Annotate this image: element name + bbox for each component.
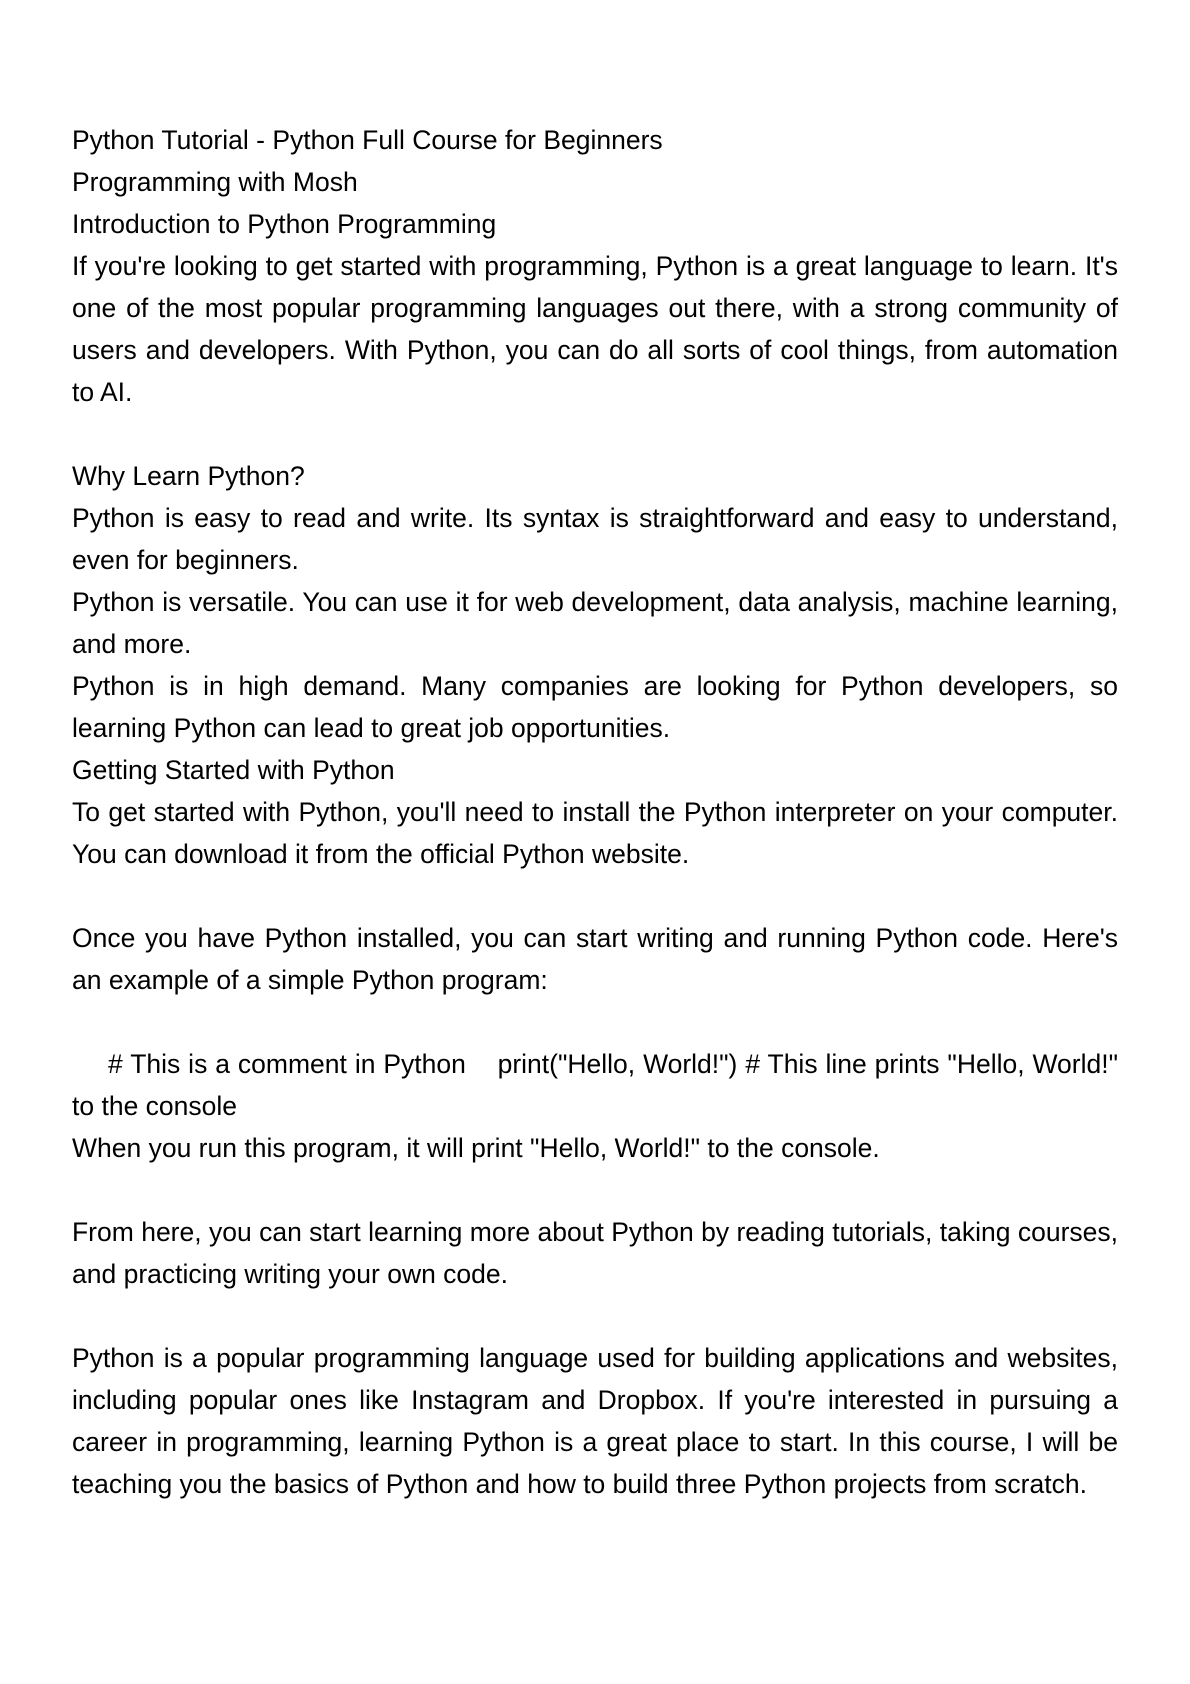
code-example: # This is a comment in Python print("Hello, World!") # This line prints "Hello, World!" to the console bbox=[72, 1049, 1126, 1121]
getting-started-heading: Getting Started with Python bbox=[72, 755, 395, 785]
example-intro: Once you have Python installed, you can start writing and running Python code. Here's an example of a simple Python program: bbox=[72, 923, 1118, 995]
spacer bbox=[72, 413, 1118, 455]
why-point: Python is in high demand. Many companies are looking for Python developers, so learning Python can lead to great job opportunities. bbox=[72, 671, 1118, 743]
spacer bbox=[72, 875, 1118, 917]
intro-paragraph: If you're looking to get started with programming, Python is a great language to learn. It's one of the most popular programming languages out there, with a strong community of users and developers. With Python, you can do all sorts of cool things, from automation to AI. bbox=[72, 251, 1118, 407]
document-author: Programming with Mosh bbox=[72, 167, 358, 197]
course-paragraph: Python is a popular programming language used for building applications and websites, including popular ones like Instagram and Dropbox. If you're interested in pursuing a career in programming, learning Python is a great place to start. In this course, I will be teaching you the basics of Python and how to build three Python projects from scratch. bbox=[72, 1343, 1118, 1499]
spacer bbox=[72, 1295, 1118, 1337]
intro-heading: Introduction to Python Programming bbox=[72, 209, 497, 239]
document-page bbox=[72, 119, 1126, 1505]
why-point: Python is versatile. You can use it for web development, data analysis, machine learning, and more. bbox=[72, 587, 1118, 659]
code-result: When you run this program, it will print "Hello, World!" to the console. bbox=[72, 1133, 880, 1163]
next-steps-paragraph: From here, you can start learning more about Python by reading tutorials, taking courses, and practicing writing your own code. bbox=[72, 1217, 1118, 1289]
why-heading: Why Learn Python? bbox=[72, 461, 305, 491]
spacer bbox=[72, 1169, 1118, 1211]
spacer bbox=[72, 1001, 1118, 1043]
getting-started-paragraph: To get started with Python, you'll need to install the Python interpreter on your computer. You can download it from the official Python website. bbox=[72, 797, 1118, 869]
why-point: Python is easy to read and write. Its syntax is straightforward and easy to understand, even for beginners. bbox=[72, 503, 1118, 575]
document-title: Python Tutorial - Python Full Course for Beginners bbox=[72, 125, 663, 155]
